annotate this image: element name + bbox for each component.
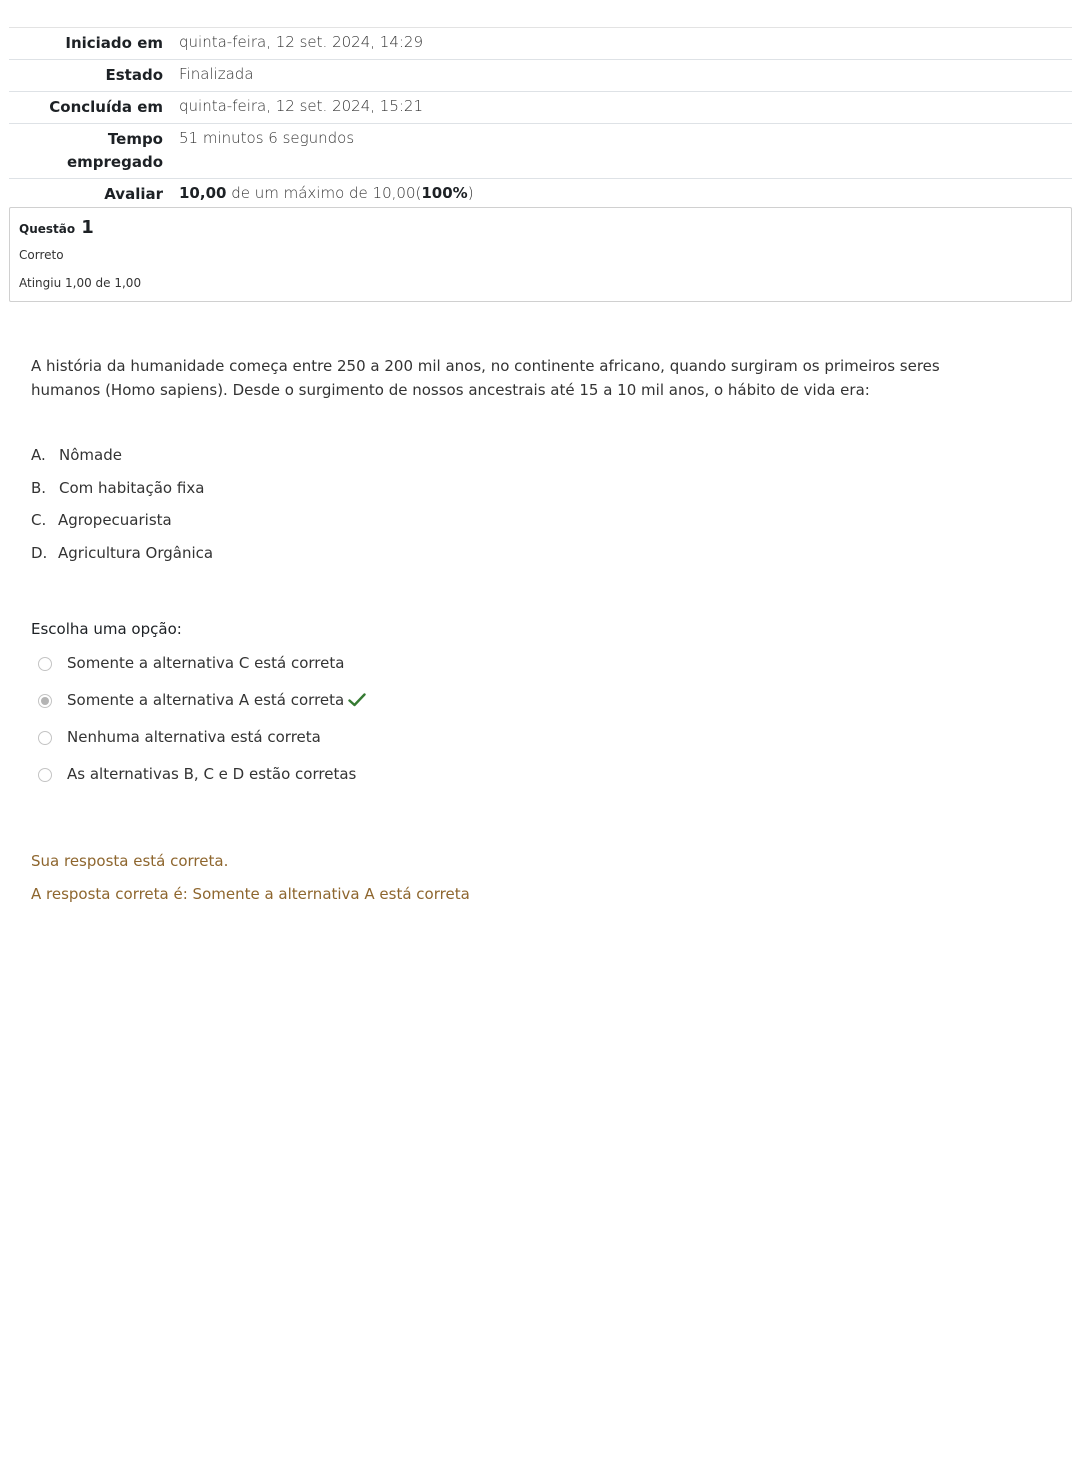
question-state: Correto [19, 248, 64, 262]
alternative-item [31, 543, 213, 576]
alternative-text: Nômade [59, 446, 122, 464]
alternative-text: Com habitação fixa [59, 478, 205, 497]
grade-middle: de um máximo de 10,00( [226, 184, 422, 202]
answer-option[interactable] [38, 728, 366, 765]
question-number [19, 217, 94, 238]
answer-label[interactable]: Somente a alternativa A está correta [67, 691, 345, 709]
alternative-letter: A. [31, 446, 46, 464]
alternative-letter: B. [31, 478, 47, 497]
feedback-correct: Sua resposta está correta. [31, 852, 229, 870]
answer-option-selected[interactable] [38, 691, 366, 728]
radio-button[interactable] [38, 768, 52, 782]
quiz-summary-table [9, 27, 1072, 210]
summary-grade-value [171, 179, 1072, 211]
question-info-box [9, 207, 1072, 302]
feedback-right-answer: A resposta correta é: Somente a alternativa A está correta [31, 885, 470, 903]
answer-label[interactable]: Nenhuma alternativa está correta [67, 728, 321, 746]
summary-row-time-taken [9, 124, 1072, 179]
answer-label[interactable]: Somente a alternativa C está correta [67, 654, 345, 672]
alternative-item [31, 510, 213, 543]
alternative-text: Agricultura Orgânica [58, 543, 214, 562]
answer-options [38, 654, 366, 802]
radio-button[interactable] [38, 657, 52, 671]
answer-prompt: Escolha uma opção: [31, 620, 182, 638]
summary-row-started [9, 28, 1072, 60]
summary-value: 51 minutos 6 segundos [179, 129, 355, 147]
grade-percent: 100% [421, 184, 468, 202]
question-grade: Atingiu 1,00 de 1,00 [19, 276, 142, 290]
answer-label[interactable]: As alternativas B, C e D estão corretas [67, 765, 357, 783]
summary-value: quinta-feira, 12 set. 2024, 15:21 [179, 97, 424, 115]
summary-label: Iniciado em [65, 34, 163, 52]
alternative-text: Agropecuarista [58, 511, 172, 529]
alternative-letter: D. [31, 543, 48, 562]
grade-score: 10,00 [179, 184, 227, 202]
summary-label: Concluída em [49, 98, 163, 116]
grade-end: ) [467, 184, 474, 202]
alternative-letter: C. [31, 511, 47, 529]
feedback-section [31, 851, 470, 917]
summary-value: quinta-feira, 12 set. 2024, 14:29 [179, 33, 424, 51]
summary-row-completed [9, 92, 1072, 124]
answer-option[interactable] [38, 765, 366, 802]
summary-label: Tempo empregado [66, 130, 163, 171]
summary-value: Finalizada [179, 65, 254, 83]
question-number-value: 1 [81, 217, 94, 238]
alternatives-list [31, 445, 213, 575]
summary-row-grade [9, 179, 1072, 211]
question-prefix: Questão [19, 222, 76, 236]
question-text: A história da humanidade começa entre 250 a 200 mil anos, no continente africano, quando surgiram os primeiros seres humanos (Homo sapiens). Desde o surgimento de nossos ancestrais até 15 a 10 mil anos, o hábito de vida era: [31, 357, 940, 399]
answer-option[interactable] [38, 654, 366, 691]
radio-button-checked[interactable] [38, 694, 52, 708]
check-icon [348, 692, 366, 712]
summary-row-state [9, 60, 1072, 92]
radio-button[interactable] [38, 731, 52, 745]
alternative-item [31, 478, 213, 511]
summary-label: Estado [105, 66, 163, 84]
alternative-item [31, 445, 213, 478]
summary-label: Avaliar [104, 185, 163, 203]
